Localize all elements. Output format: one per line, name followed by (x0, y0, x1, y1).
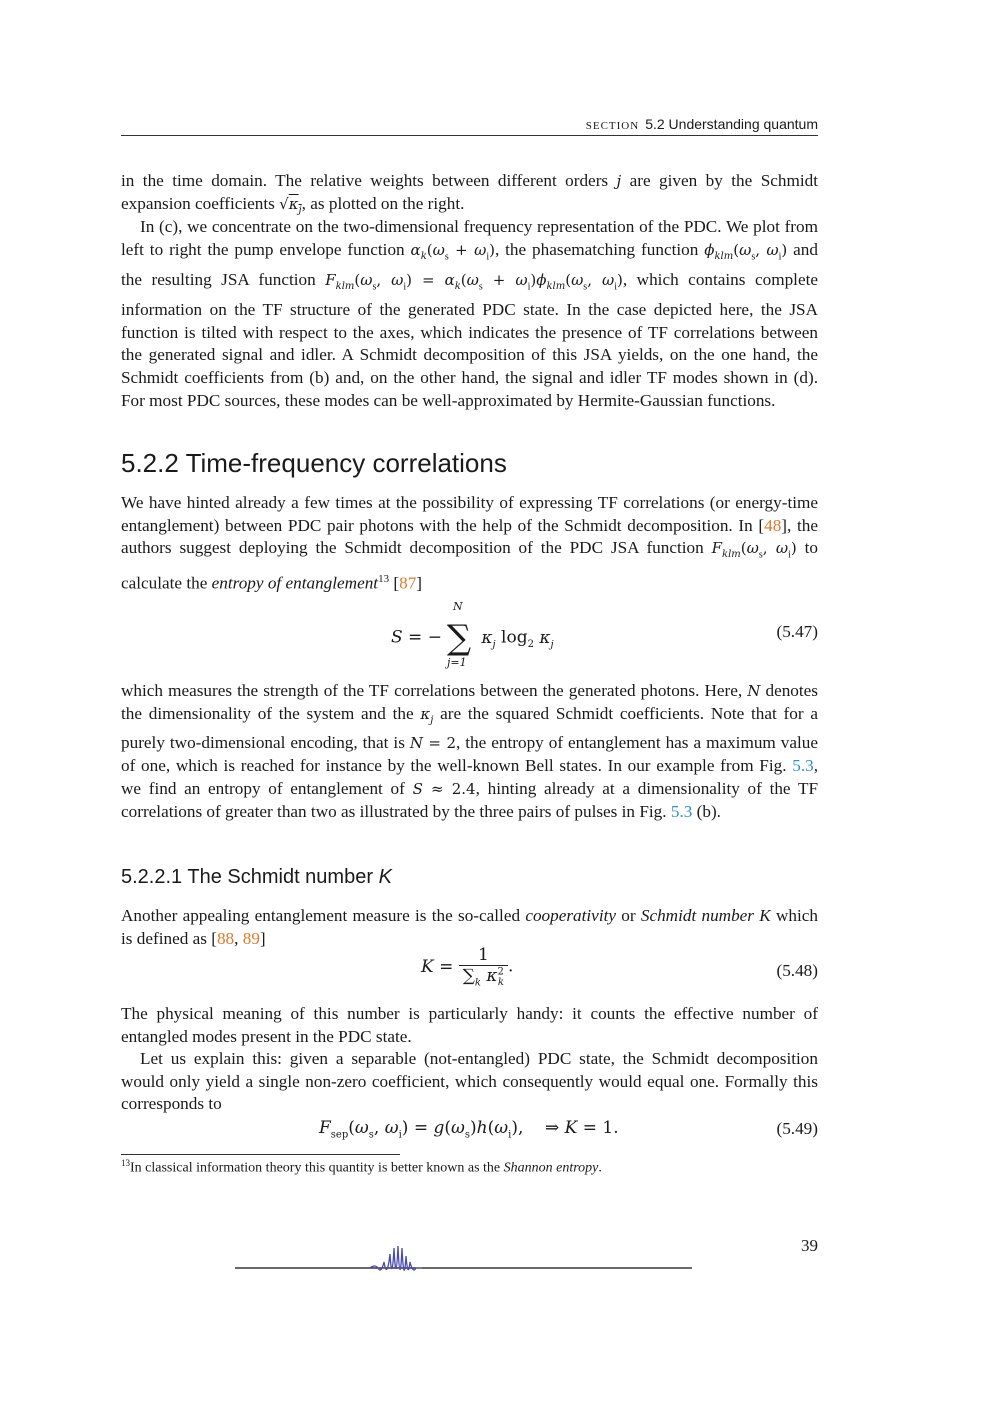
paragraph-entropy-meaning: which measures the strength of the TF correlations between the generated photons. Here, N denotes the dimensionality of the system and the $\kappa_j$ are the squared Schmidt coefficients. Note that for a purely two-dimensional encoding, that is N = 2, the entropy of entanglement has a maximum value of one, which is reached for instance by the well-known Bell states. In our example from Fig. 5.3, we find an entropy of entanglement of S ≈ 2.4, hinting already at a dimensionality of the TF correlations of greater than two as illustrated by the three pairs of pulses in Fig. 5.3 (b). (121, 681, 819, 821)
equation-number: (5.47) (776, 622, 818, 641)
figure-link[interactable]: 5.3 (792, 756, 814, 776)
citation-link[interactable]: 88 (216, 928, 235, 948)
section-heading: 5.2.2 Time-frequency correlations (121, 448, 507, 478)
running-header (121, 116, 818, 132)
equation-5-48: K = $\frac{1}{\sum_k \kappa^2_k}$ . (5.48) (421, 945, 818, 989)
footnote-rule (121, 1154, 400, 1155)
citation-link[interactable]: 48 (764, 515, 782, 535)
header-rule (121, 135, 818, 136)
page-number: 39 (801, 1236, 818, 1255)
wave-ornament-icon (230, 1240, 700, 1300)
equation-5-49: $F_{sep}(\omega_s$, $\omega_i) = g(\omega_s)h(\omega_i)$, ⇒ K = 1. (5.49) (319, 1118, 818, 1141)
paragraph-separable-state: Let us explain this: given a separable (not-entangled) PDC state, the Schmidt decomposition would only yield a single non-zero coefficient, which consequently would equal one. Formally this corresponds to (121, 1049, 818, 1114)
paragraph-jsa: In (c), we concentrate on the two-dimensional frequency representation of the PDC. We plot from left to right the pump envelope function $\alpha_k(\omega_s + \omega_i)$, the phasematching function $\phi_{klm}(\omega_s$, $\omega_i$) and the resulting JSA function $F_{klm}(\omega_s$, $\omega_i) = \alpha_k(\omega_s + \omega_i)\phi_{klm}(\omega_s$, $\omega_i$), which contains complete information on the TF structure of the generated PDC state. In the case depicted here, the JSA function is tilted with respect to the axes, which indicates the presence of TF correlations between the generated signal and idler. A Schmidt decomposition of this JSA yields, on the one hand, the Schmidt coefficients from (b) and, on the other hand, the signal and idler TF modes shown in (d). For most PDC sources, these modes can be well-approximated by Hermite-Gaussian functions. (121, 217, 818, 410)
footnote: $^{13}$In classical information theory this quantity is better known as the Shannon entropy. (121, 1158, 602, 1176)
paragraph-physical-meaning: The physical meaning of this number is particularly handy: it counts the effective number of entangled modes present in the PDC state. (121, 1004, 818, 1046)
equation-5-47: S = − ∑ N j=1 $\kappa_j$ $\log_2 \kappa_j$ (5.47) (391, 600, 818, 669)
equation-number: (5.48) (776, 961, 818, 980)
paragraph-schmidt-number: Another appealing entanglement measure is the so-called cooperativity or Schmidt number K which is defined as [88, 89] (121, 906, 818, 948)
header-section-title: 5.2 Understanding quantum (645, 116, 818, 132)
header-section-word: SECTION (585, 120, 640, 132)
footnote-marker[interactable]: 13 (378, 572, 390, 585)
paragraph-time-domain: in the time domain. The relative weights between different orders j are given by the Schmidt expansion coefficients $√\kappa_j$, as plotted on the right. (121, 171, 818, 216)
equation-number: (5.49) (776, 1119, 818, 1138)
subsection-heading: 5.2.2.1 The Schmidt number K (121, 866, 392, 888)
citation-link[interactable]: 87 (399, 573, 417, 593)
citation-link[interactable]: 89 (242, 928, 260, 948)
figure-link[interactable]: 5.3 (670, 801, 693, 821)
paragraph-entropy-intro: We have hinted already a few times at the possibility of expressing TF correlations (or energy-time entanglement) between PDC pair photons with the help of the Schmidt decomposition. In [48], the authors suggest deploying the Schmidt decomposition of the PDC JSA function $F_{klm}(\omega_s$, $\omega_i$) to calculate the entropy of entanglement$^{13}$ [87] (121, 493, 818, 593)
